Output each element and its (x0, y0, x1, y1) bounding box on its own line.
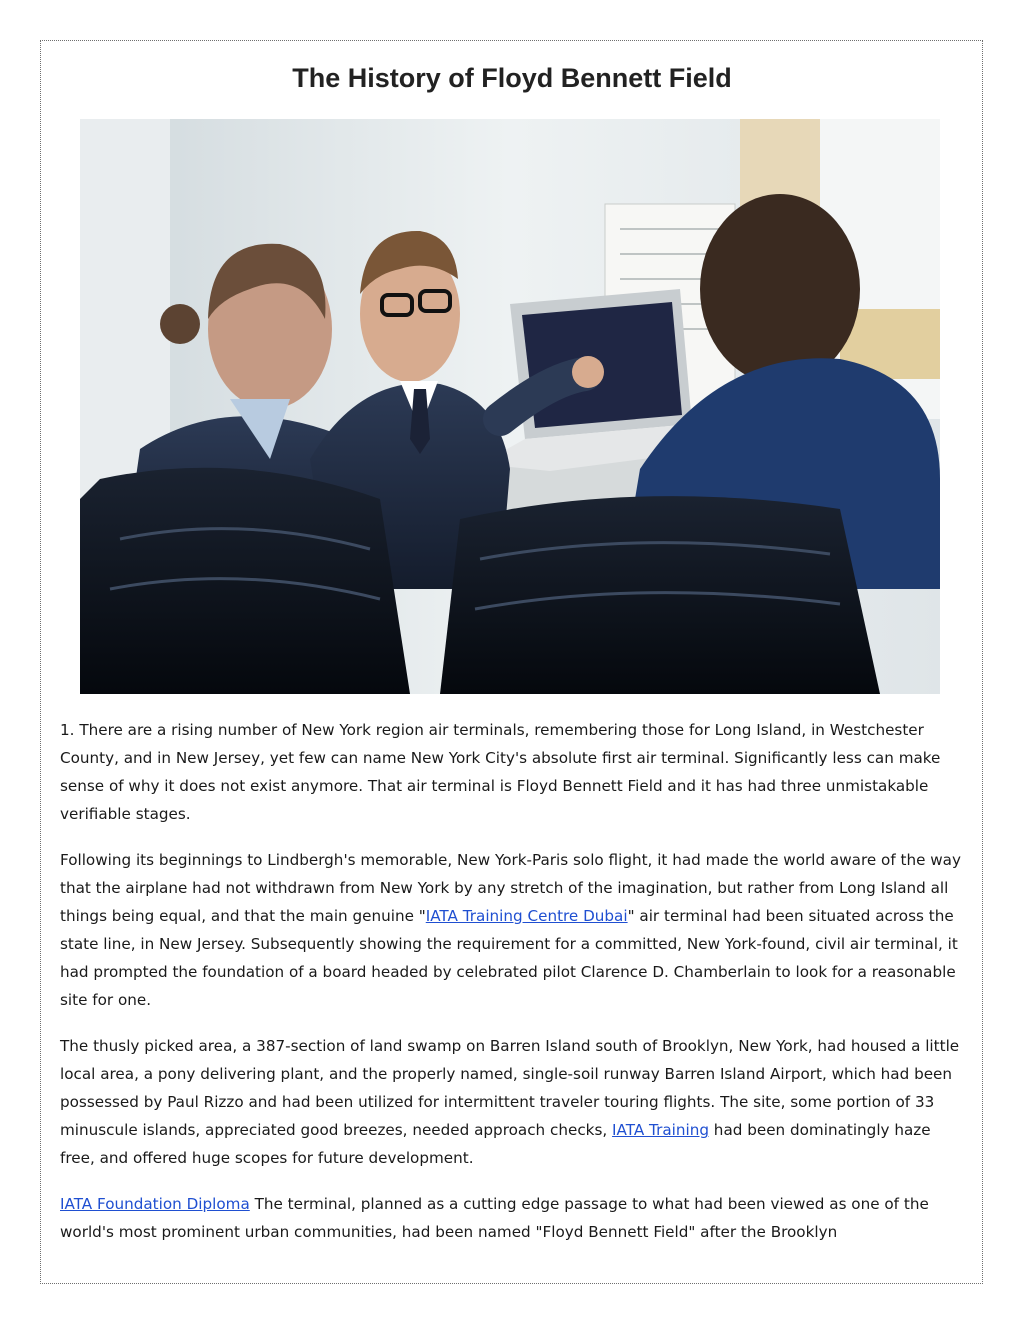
paragraph-2-text-after: " air terminal had been situated across the state line, in New Jersey. Subsequently showing the requirement for a committed, New York-found, civil air terminal, it had prompted the foundation of a board headed by celebrated pilot Clarence D. Chamberlain to look for a reasonable site for one. (60, 907, 958, 1009)
paragraph-3 (60, 1032, 965, 1172)
paragraph-4-text-after: The terminal, planned as a cutting edge passage to what had been viewed as one of the world's most prominent urban communities, had been named "Floyd Bennett Field" after the Brooklyn (60, 1195, 929, 1241)
paragraph-4 (60, 1190, 965, 1246)
paragraph-2-text-before: Following its beginnings to Lindbergh's memorable, New York-Paris solo flight, it had made the world aware of the way that the airplane had not withdrawn from New York by any stretch of the imagination, but rather from Long Island all things being equal, and that the main genuine " (60, 851, 961, 925)
paragraph-1-text: 1. There are a rising number of New York region air terminals, remembering those for Long Island, in Westchester County, and in New Jersey, yet few can name New York City's absolute first air terminal. Significantly less can make sense of why it does not exist anymore. That air terminal is Floyd Bennett Field and it has had three unmistakable verifiable stages. (60, 721, 941, 823)
office-meeting-photo (80, 119, 940, 694)
paragraph-1 (60, 716, 965, 828)
paragraph-3-text-before: The thusly picked area, a 387-section of land swamp on Barren Island south of Brooklyn, New York, had housed a little local area, a pony delivering plant, and the properly named, single-soil runway Barren Island Airport, which had been possessed by Paul Rizzo and had been utilized for intermittent traveler touring flights. The site, some portion of 33 minuscule islands, appreciated good breezes, needed approach checks, (60, 1037, 960, 1139)
iata-training-link[interactable]: IATA Training (612, 1121, 709, 1139)
paragraph-3-text-after: had been dominatingly haze free, and offered huge scopes for future development. (60, 1121, 931, 1167)
iata-foundation-diploma-link[interactable]: IATA Foundation Diploma (60, 1195, 250, 1213)
article-body (60, 716, 965, 1264)
paragraph-2 (60, 846, 965, 1014)
iata-training-centre-dubai-link[interactable]: IATA Training Centre Dubai (425, 907, 628, 925)
document-title: The History of Floyd Bennett Field (292, 63, 732, 93)
